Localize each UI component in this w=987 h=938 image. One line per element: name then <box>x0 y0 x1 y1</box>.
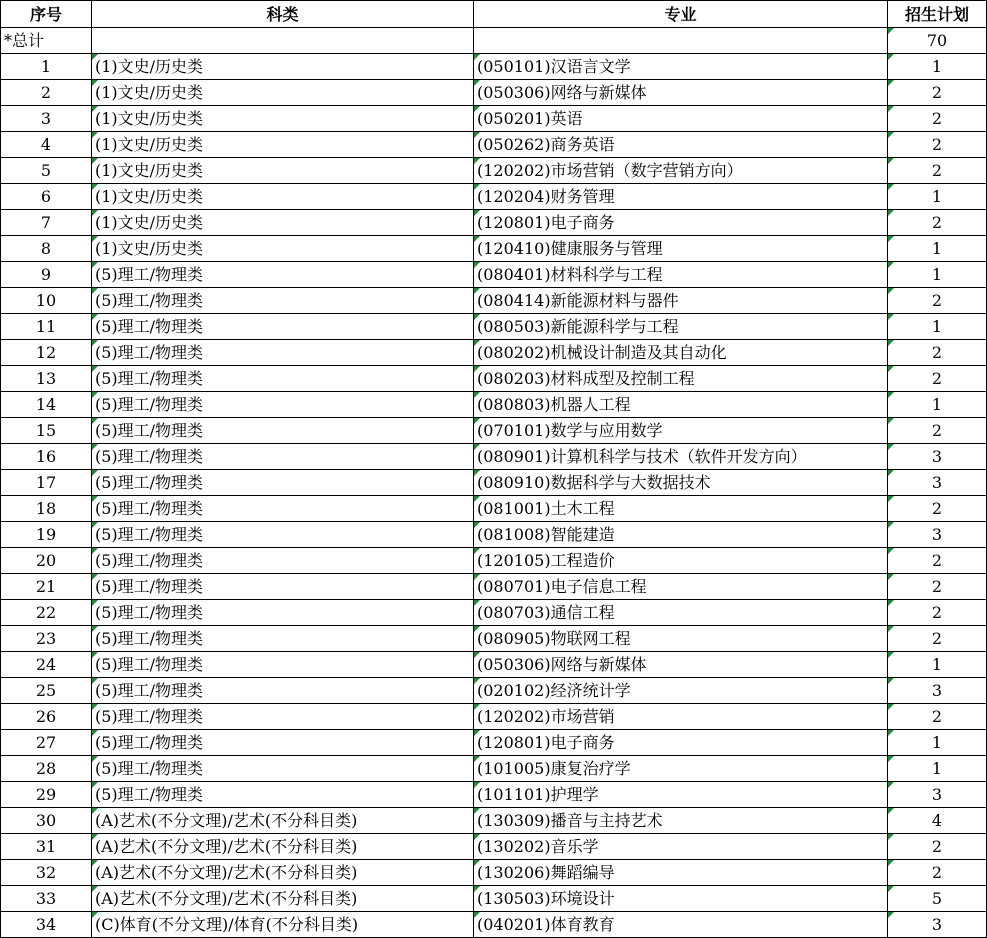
cell-major[interactable]: (080701)电子信息工程 <box>474 574 888 600</box>
table-row <box>1 210 987 236</box>
cell-plan[interactable]: 2 <box>888 496 987 522</box>
cell-major[interactable]: (050306)网络与新媒体 <box>474 80 888 106</box>
cell-major[interactable]: (040201)体育教育 <box>474 912 888 938</box>
cell-major[interactable]: (070101)数学与应用数学 <box>474 418 888 444</box>
cell-seq[interactable]: 30 <box>1 808 92 834</box>
cell-seq[interactable]: 13 <box>1 366 92 392</box>
cell-plan[interactable]: 1 <box>888 184 987 210</box>
cell-category[interactable]: (1)文史/历史类 <box>92 210 474 236</box>
cell-major[interactable]: (050262)商务英语 <box>474 132 888 158</box>
table-row <box>1 106 987 132</box>
cell-plan[interactable]: 2 <box>888 366 987 392</box>
cell-major[interactable]: (080202)机械设计制造及其自动化 <box>474 340 888 366</box>
cell-category[interactable]: (5)理工/物理类 <box>92 548 474 574</box>
cell-plan[interactable]: 2 <box>888 288 987 314</box>
cell-plan[interactable]: 3 <box>888 678 987 704</box>
cell-plan[interactable]: 1 <box>888 730 987 756</box>
table-row <box>1 496 987 522</box>
cell-major[interactable]: (130309)播音与主持艺术 <box>474 808 888 834</box>
header-seq[interactable]: 序号 <box>1 1 92 28</box>
table-row <box>1 548 987 574</box>
cell-seq[interactable]: 33 <box>1 886 92 912</box>
cell-major[interactable]: (080910)数据科学与大数据技术 <box>474 470 888 496</box>
table-row <box>1 912 987 938</box>
cell-category[interactable]: (5)理工/物理类 <box>92 314 474 340</box>
cell-seq[interactable]: 3 <box>1 106 92 132</box>
table-row <box>1 444 987 470</box>
cell-seq[interactable]: 26 <box>1 704 92 730</box>
cell-major[interactable]: (020102)经济统计学 <box>474 678 888 704</box>
cell-plan[interactable]: 2 <box>888 626 987 652</box>
cell-seq[interactable]: 32 <box>1 860 92 886</box>
table-row <box>1 678 987 704</box>
cell-seq[interactable]: 8 <box>1 236 92 262</box>
cell-plan[interactable]: 2 <box>888 80 987 106</box>
cell-seq[interactable]: 21 <box>1 574 92 600</box>
table-row <box>1 366 987 392</box>
cell-category[interactable]: (1)文史/历史类 <box>92 132 474 158</box>
cell-major[interactable]: (120801)电子商务 <box>474 210 888 236</box>
cell-seq[interactable]: 4 <box>1 132 92 158</box>
table-row <box>1 600 987 626</box>
table-row <box>1 756 987 782</box>
cell-seq[interactable]: 25 <box>1 678 92 704</box>
total-label[interactable]: *总计 <box>1 28 92 54</box>
cell-seq[interactable]: 9 <box>1 262 92 288</box>
cell-major[interactable]: (080901)计算机科学与技术（软件开发方向） <box>474 444 888 470</box>
total-category-empty[interactable] <box>92 28 474 54</box>
cell-seq[interactable]: 2 <box>1 80 92 106</box>
cell-category[interactable]: (5)理工/物理类 <box>92 262 474 288</box>
cell-category[interactable]: (A)艺术(不分文理)/艺术(不分科目类) <box>92 834 474 860</box>
total-plan[interactable]: 70 <box>888 28 987 54</box>
cell-category[interactable]: (5)理工/物理类 <box>92 522 474 548</box>
cell-major[interactable]: (120202)市场营销 <box>474 704 888 730</box>
cell-plan[interactable]: 5 <box>888 886 987 912</box>
cell-plan[interactable]: 1 <box>888 54 987 80</box>
cell-seq[interactable]: 12 <box>1 340 92 366</box>
cell-category[interactable]: (A)艺术(不分文理)/艺术(不分科目类) <box>92 860 474 886</box>
cell-category[interactable]: (1)文史/历史类 <box>92 236 474 262</box>
table-row <box>1 288 987 314</box>
cell-plan[interactable]: 2 <box>888 158 987 184</box>
cell-category[interactable]: (5)理工/物理类 <box>92 444 474 470</box>
cell-seq[interactable]: 27 <box>1 730 92 756</box>
header-category[interactable]: 科类 <box>92 1 474 28</box>
cell-plan[interactable]: 4 <box>888 808 987 834</box>
cell-major[interactable]: (101101)护理学 <box>474 782 888 808</box>
cell-category[interactable]: (5)理工/物理类 <box>92 340 474 366</box>
cell-seq[interactable]: 17 <box>1 470 92 496</box>
cell-plan[interactable]: 2 <box>888 340 987 366</box>
cell-major[interactable]: (080905)物联网工程 <box>474 626 888 652</box>
cell-category[interactable]: (5)理工/物理类 <box>92 470 474 496</box>
cell-category[interactable]: (1)文史/历史类 <box>92 184 474 210</box>
table-row <box>1 470 987 496</box>
cell-category[interactable]: (A)艺术(不分文理)/艺术(不分科目类) <box>92 886 474 912</box>
cell-major[interactable]: (050201)英语 <box>474 106 888 132</box>
cell-major[interactable]: (120801)电子商务 <box>474 730 888 756</box>
table-row <box>1 132 987 158</box>
cell-seq[interactable]: 24 <box>1 652 92 678</box>
cell-plan[interactable]: 2 <box>888 860 987 886</box>
cell-seq[interactable]: 7 <box>1 210 92 236</box>
cell-category[interactable]: (5)理工/物理类 <box>92 782 474 808</box>
total-major-empty[interactable] <box>474 28 888 54</box>
cell-plan[interactable]: 2 <box>888 548 987 574</box>
cell-seq[interactable]: 16 <box>1 444 92 470</box>
header-major[interactable]: 专业 <box>474 1 888 28</box>
cell-plan[interactable]: 1 <box>888 262 987 288</box>
cell-major[interactable]: (081008)智能建造 <box>474 522 888 548</box>
table-row <box>1 886 987 912</box>
cell-seq[interactable]: 31 <box>1 834 92 860</box>
cell-category[interactable]: (5)理工/物理类 <box>92 288 474 314</box>
cell-plan[interactable]: 2 <box>888 132 987 158</box>
cell-major[interactable]: (120204)财务管理 <box>474 184 888 210</box>
table-row <box>1 730 987 756</box>
table-row <box>1 626 987 652</box>
cell-category[interactable]: (5)理工/物理类 <box>92 574 474 600</box>
table-row <box>1 314 987 340</box>
table-row <box>1 392 987 418</box>
cell-category[interactable]: (5)理工/物理类 <box>92 704 474 730</box>
cell-major[interactable]: (050101)汉语言文学 <box>474 54 888 80</box>
cell-plan[interactable]: 1 <box>888 652 987 678</box>
cell-major[interactable]: (120105)工程造价 <box>474 548 888 574</box>
cell-major[interactable]: (120410)健康服务与管理 <box>474 236 888 262</box>
cell-category[interactable]: (5)理工/物理类 <box>92 756 474 782</box>
cell-major[interactable]: (120202)市场营销（数字营销方向） <box>474 158 888 184</box>
cell-plan[interactable]: 3 <box>888 470 987 496</box>
cell-category[interactable]: (5)理工/物理类 <box>92 626 474 652</box>
cell-category[interactable]: (5)理工/物理类 <box>92 730 474 756</box>
cell-category[interactable]: (5)理工/物理类 <box>92 418 474 444</box>
cell-plan[interactable]: 3 <box>888 444 987 470</box>
cell-major[interactable]: (130206)舞蹈编导 <box>474 860 888 886</box>
table-row <box>1 158 987 184</box>
cell-category[interactable]: (C)体育(不分文理)/体育(不分科目类) <box>92 912 474 938</box>
table-row <box>1 54 987 80</box>
cell-category[interactable]: (5)理工/物理类 <box>92 392 474 418</box>
header-plan[interactable]: 招生计划 <box>888 1 987 28</box>
cell-major[interactable]: (080414)新能源材料与器件 <box>474 288 888 314</box>
table-row <box>1 704 987 730</box>
table-row <box>1 340 987 366</box>
cell-plan[interactable]: 1 <box>888 756 987 782</box>
cell-seq[interactable]: 14 <box>1 392 92 418</box>
cell-plan[interactable]: 2 <box>888 418 987 444</box>
header-row <box>1 1 987 28</box>
cell-seq[interactable]: 10 <box>1 288 92 314</box>
table-row <box>1 236 987 262</box>
cell-plan[interactable]: 3 <box>888 522 987 548</box>
cell-major[interactable]: (081001)土木工程 <box>474 496 888 522</box>
cell-major[interactable]: (130202)音乐学 <box>474 834 888 860</box>
cell-seq[interactable]: 22 <box>1 600 92 626</box>
table-row <box>1 80 987 106</box>
cell-seq[interactable]: 11 <box>1 314 92 340</box>
cell-plan[interactable]: 1 <box>888 314 987 340</box>
table-row <box>1 418 987 444</box>
cell-plan[interactable]: 2 <box>888 834 987 860</box>
cell-seq[interactable]: 1 <box>1 54 92 80</box>
cell-major[interactable]: (080803)机器人工程 <box>474 392 888 418</box>
cell-category[interactable]: (5)理工/物理类 <box>92 678 474 704</box>
table-body <box>1 28 987 938</box>
cell-major[interactable]: (080401)材料科学与工程 <box>474 262 888 288</box>
cell-plan[interactable]: 1 <box>888 392 987 418</box>
cell-major[interactable]: (080503)新能源科学与工程 <box>474 314 888 340</box>
cell-seq[interactable]: 23 <box>1 626 92 652</box>
cell-major[interactable]: (101005)康复治疗学 <box>474 756 888 782</box>
cell-seq[interactable]: 29 <box>1 782 92 808</box>
cell-category[interactable]: (1)文史/历史类 <box>92 80 474 106</box>
cell-category[interactable]: (5)理工/物理类 <box>92 652 474 678</box>
cell-major[interactable]: (050306)网络与新媒体 <box>474 652 888 678</box>
cell-plan[interactable]: 3 <box>888 912 987 938</box>
table-row <box>1 522 987 548</box>
cell-category[interactable]: (1)文史/历史类 <box>92 54 474 80</box>
cell-seq[interactable]: 34 <box>1 912 92 938</box>
cell-plan[interactable]: 3 <box>888 782 987 808</box>
cell-major[interactable]: (080703)通信工程 <box>474 600 888 626</box>
cell-seq[interactable]: 20 <box>1 548 92 574</box>
cell-seq[interactable]: 6 <box>1 184 92 210</box>
cell-plan[interactable]: 2 <box>888 210 987 236</box>
cell-seq[interactable]: 19 <box>1 522 92 548</box>
table-row <box>1 652 987 678</box>
cell-plan[interactable]: 2 <box>888 704 987 730</box>
table-row <box>1 574 987 600</box>
table-row <box>1 808 987 834</box>
cell-category[interactable]: (1)文史/历史类 <box>92 158 474 184</box>
cell-category[interactable]: (A)艺术(不分文理)/艺术(不分科目类) <box>92 808 474 834</box>
cell-seq[interactable]: 28 <box>1 756 92 782</box>
cell-seq[interactable]: 18 <box>1 496 92 522</box>
cell-plan[interactable]: 1 <box>888 236 987 262</box>
cell-plan[interactable]: 2 <box>888 600 987 626</box>
cell-major[interactable]: (080203)材料成型及控制工程 <box>474 366 888 392</box>
table-row <box>1 262 987 288</box>
cell-category[interactable]: (5)理工/物理类 <box>92 496 474 522</box>
cell-category[interactable]: (5)理工/物理类 <box>92 366 474 392</box>
cell-category[interactable]: (5)理工/物理类 <box>92 600 474 626</box>
table-row <box>1 782 987 808</box>
table-row <box>1 860 987 886</box>
cell-category[interactable]: (1)文史/历史类 <box>92 106 474 132</box>
cell-plan[interactable]: 2 <box>888 106 987 132</box>
cell-plan[interactable]: 2 <box>888 574 987 600</box>
cell-seq[interactable]: 15 <box>1 418 92 444</box>
table-row <box>1 184 987 210</box>
cell-seq[interactable]: 5 <box>1 158 92 184</box>
total-row <box>1 28 987 54</box>
cell-major[interactable]: (130503)环境设计 <box>474 886 888 912</box>
table-row <box>1 834 987 860</box>
